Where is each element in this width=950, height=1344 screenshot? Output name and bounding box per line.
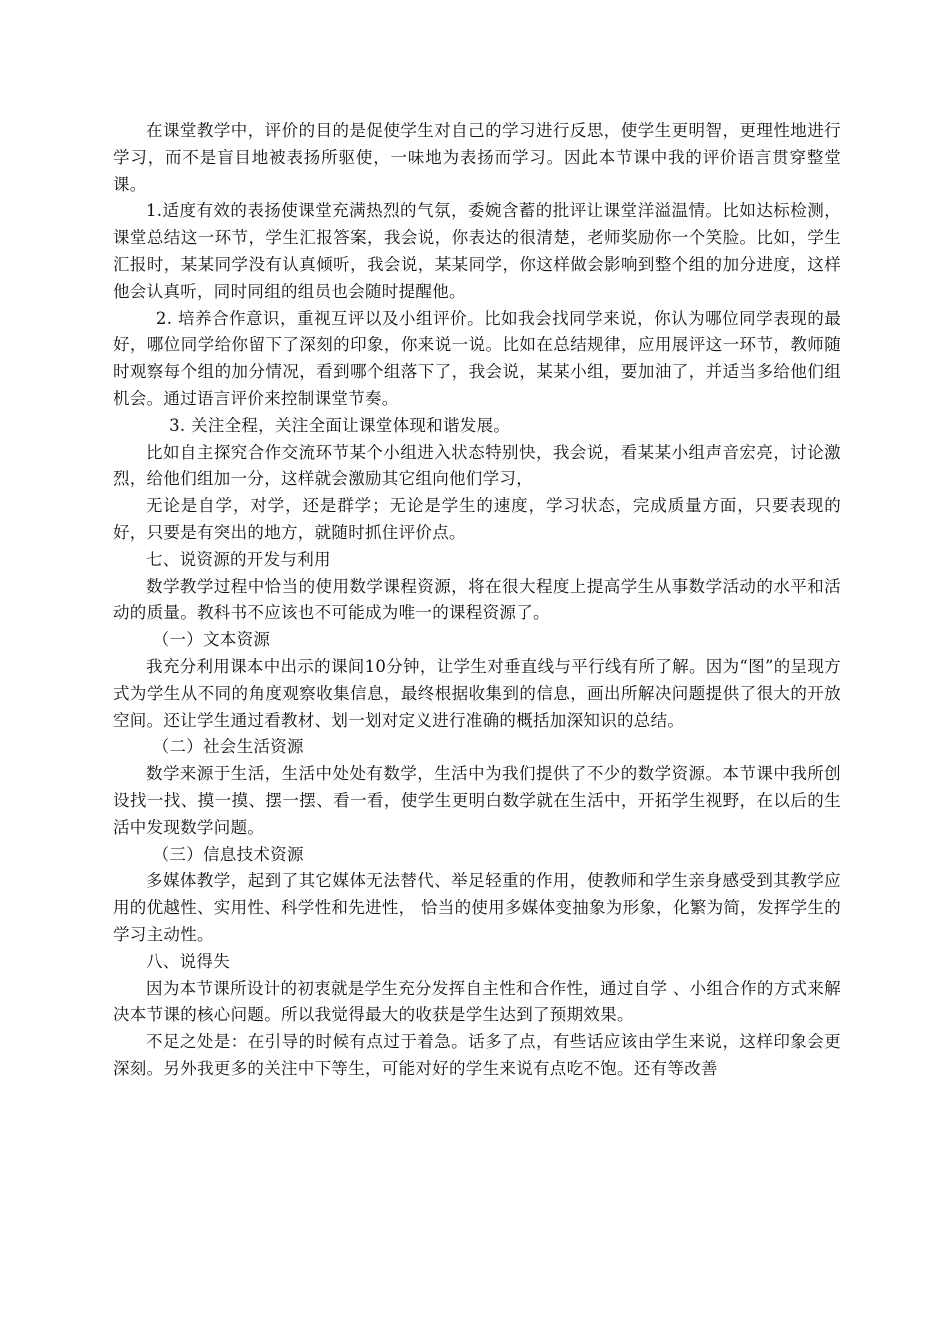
paragraph-point-3-example: 比如自主探究合作交流环节某个小组进入状态特别快，我会说，看某某小组声音宏亮，讨论激烈，给他们组加一分，这样就会激励其它组向他们学习，	[113, 442, 841, 489]
subheading-social-resources: （二）社会生活资源	[152, 737, 304, 757]
paragraph-resources-intro: 数学教学过程中恰当的使用数学课程资源，将在很大程度上提高学生从事数学活动的水平和活动的质量。教科书不应该也不可能成为唯一的课程资源了。	[113, 576, 841, 623]
paragraph-shortcomings: 不足之处是：在引导的时候有点过于着急。话多了点，有些话应该由学生来说，这样印象会更深刻。另外我更多的关注中下等生，可能对好的学生来说有点吃不饱。还有等改善	[113, 1032, 841, 1078]
document-body	[113, 118, 841, 1083]
paragraph-point-3-summary: 无论是自学，对学，还是群学；无论是学生的速度，学习状态，完成质量方面，只要表现的好，只要是有突出的地方，就随时抓住评价点。	[113, 496, 841, 542]
subheading-text-resources: （一）文本资源	[152, 630, 271, 650]
paragraph-gains: 因为本节课所设计的初衷就是学生充分发挥自主性和合作性，通过自学 、小组合作的方式来解决本节课的核心问题。所以我觉得最大的收获是学生达到了预期效果。	[113, 978, 841, 1025]
paragraph-social-resources: 数学来源于生活，生活中处处有数学，生活中为我们提供了不少的数学资源。本节课中我所创设找一找、摸一摸、摆一摆、看一看，使学生更明白数学就在生活中，开拓学生视野，在以后的生活中发现数学问题。	[113, 764, 841, 837]
paragraph-point-1: 1.适度有效的表扬使课堂充满热烈的气氛，委婉含蓄的批评让课堂洋溢温情。比如达标检测，课堂总结这一环节，学生汇报答案，我会说，你表达的很清楚，老师奖励你一个笑脸。比如，学生汇报时，某某同学没有认真倾听，我会说，某某同学，你这样做会影响到整个组的加分进度，这样他会认真听，同时同组的组员也会随时提醒他。	[113, 201, 841, 301]
paragraph-it-resources: 多媒体教学，起到了其它媒体无法替代、举足轻重的作用，使教师和学生亲身感受到其教学应用的优越性、实用性、科学性和先进性， 恰当的使用多媒体变抽象为形象，化繁为简，发挥学生的学习主动性。	[113, 871, 841, 944]
subheading-it-resources: （三）信息技术资源	[152, 844, 304, 864]
section-heading-resources: 七、说资源的开发与利用	[146, 549, 331, 569]
paragraph-point-2: 2. 培养合作意识，重视互评以及小组评价。比如我会找同学来说，你认为哪位同学表现的最好，哪位同学给你留下了深刻的印象，你来说一说。比如在总结规律，应用展评这一环节，教师随时观察每个组的加分情况，看到哪个组落下了，我会说，某某小组，要加油了，并适当多给他们组机会。通过语言评价来控制课堂节奏。	[113, 308, 841, 408]
paragraph-point-3: 3. 关注全程，关注全面让课堂体现和谐发展。	[169, 415, 511, 435]
section-heading-gains-losses: 八、说得失	[146, 951, 230, 971]
paragraph-text-resources: 我充分利用课本中出示的课间10分钟，让学生对垂直线与平行线有所了解。因为“图”的呈现方式为学生从不同的角度观察收集信息，最终根据收集到的信息，画出所解决问题提供了很大的开放空间。还让学生通过看教材、划一划对定义进行准确的概括加深知识的总结。	[113, 656, 841, 730]
paragraph-evaluation-intro: 在课堂教学中，评价的目的是促使学生对自己的学习进行反思，使学生更明智，更理性地进行学习，而不是盲目地被表扬所驱使，一味地为表扬而学习。因此本节课中我的评价语言贯穿整堂课。	[113, 121, 841, 194]
